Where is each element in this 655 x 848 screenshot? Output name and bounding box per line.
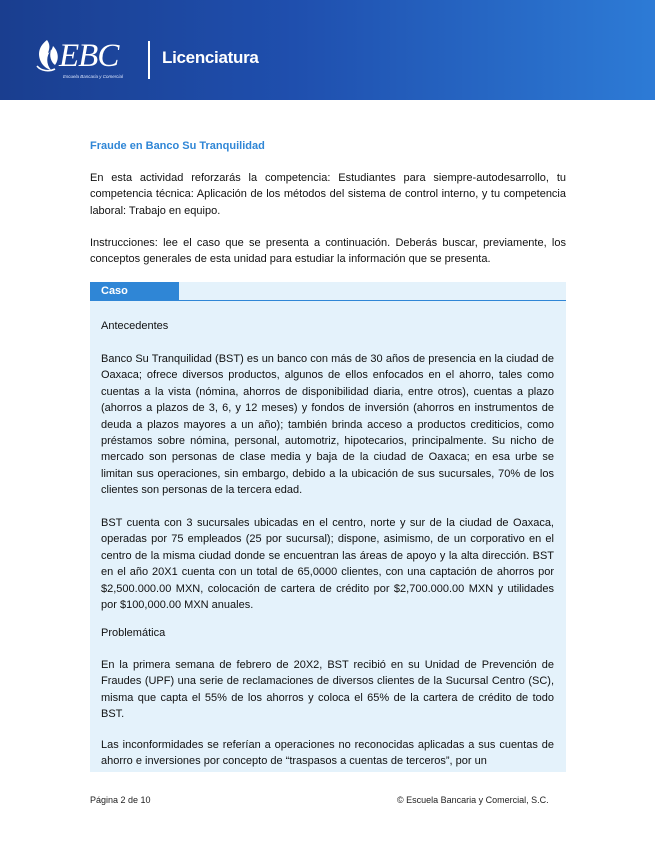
logo-wordmark: EBC bbox=[59, 38, 119, 74]
page-header bbox=[0, 0, 655, 100]
antecedentes-paragraph-1: Banco Su Tranquilidad (BST) es un banco con más de 30 años de presencia en la ciudad de Oaxaca; ofrece diversos productos, algunos de ellos enfocados en el ahorro, tales como cuentas a la vista (nómina, ahorros de disponibilidad diaria, entre otros), cuentas a plazo (ahorros a plazos de 3, 6, y 12 meses) y fondos de inversión (ahorros en instrumentos de deuda a plazos mayores a un año); también brinda acceso a productos crediticios, como préstamos sobre nómina, personal, automotriz, hipotecarios, principalmente. Su nicho de mercado son personas de clase media y baja de la ciudad de Oaxaca; en esa urbe se limitan sus operaciones, sin embargo, debido a la ubicación de sus sucursales, 70% de los clientes son personas de la tercera edad. bbox=[101, 353, 554, 497]
caso-rule bbox=[179, 300, 566, 301]
logo-tagline: Escuela Bancaria y Comercial bbox=[63, 74, 124, 79]
page-number: Página 2 de 10 bbox=[90, 795, 151, 805]
copyright: © Escuela Bancaria y Comercial, S.C. bbox=[397, 795, 549, 805]
header-title: Licenciatura bbox=[162, 48, 259, 67]
antecedentes-heading: Antecedentes bbox=[101, 320, 169, 332]
header-divider bbox=[148, 41, 150, 79]
ebc-logo bbox=[33, 36, 141, 84]
instructions-paragraph: Instrucciones: lee el caso que se presenta a continuación. Deberás buscar, previamente, los conceptos generales de esta unidad para estudiar la información que se presenta. bbox=[90, 237, 566, 266]
problematica-heading: Problemática bbox=[101, 627, 166, 639]
intro-paragraph: En esta actividad reforzarás la competencia: Estudiantes para siempre-autodesarrollo, tu competencia técnica: Aplicación de los métodos del sistema de control interno, y tu competencia laboral: Trabajo en equipo. bbox=[90, 172, 566, 217]
caso-section bbox=[90, 282, 566, 772]
document-title: Fraude en Banco Su Tranquilidad bbox=[90, 140, 265, 152]
antecedentes-paragraph-2: BST cuenta con 3 sucursales ubicadas en el centro, norte y sur de la ciudad de Oaxaca, operadas por 75 empleados (25 por sucursal); dispone, asimismo, de un corporativo en el centro de la misma ciudad donde se encuentran las áreas de apoyo y la alta dirección. BST en el año 20X1 cuenta con un total de 65,0000 clientes, con una captación de ahorros por $2,500.000.00 MXN, colocación de cartera de crédito por $2,700.000.00 MXN y utilidades por $100,000.00 MXN anuales. bbox=[101, 517, 554, 612]
problematica-paragraph-2: Las inconformidades se referían a operaciones no reconocidas aplicadas a sus cuentas de ahorro e inversiones por concepto de “traspasos a cuentas de terceros”, por un bbox=[101, 739, 554, 768]
caso-label: Caso bbox=[90, 282, 179, 301]
problematica-paragraph-1: En la primera semana de febrero de 20X2, BST recibió en su Unidad de Prevención de Fraudes (UPF) una serie de reclamaciones de diversos clientes de la Sucursal Centro (SC), misma que capta el 55% de los ahorros y coloca el 65% de la cartera de crédito de todo BST. bbox=[101, 659, 554, 721]
